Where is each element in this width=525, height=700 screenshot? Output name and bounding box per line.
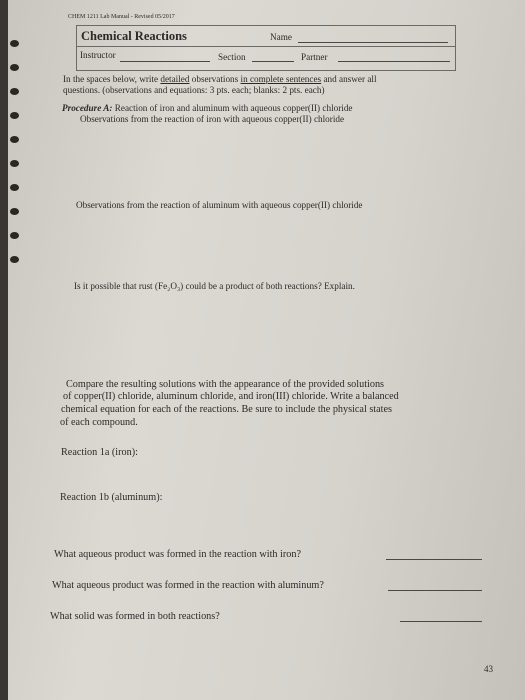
aluminum-product-question: What aqueous product was formed in the reaction with aluminum? bbox=[52, 580, 324, 591]
compare-line-1: Compare the resulting solutions with the appearance of the provided solutions bbox=[66, 379, 385, 390]
procedure-heading: Procedure A: Reaction of iron and aluminum with aqueous copper(II) chloride bbox=[62, 103, 353, 113]
solid-product-blank[interactable] bbox=[400, 621, 482, 622]
instructor-blank[interactable] bbox=[120, 61, 210, 62]
aluminum-product-blank[interactable] bbox=[388, 590, 482, 591]
section-blank[interactable] bbox=[252, 61, 294, 62]
page-number: 43 bbox=[484, 664, 493, 674]
reaction-1b-label: Reaction 1b (aluminum): bbox=[60, 492, 163, 503]
worksheet-page bbox=[8, 0, 525, 700]
partner-label: Partner bbox=[301, 52, 328, 62]
instructor-label: Instructor bbox=[80, 50, 116, 60]
manual-revision-line: CHEM 1211 Lab Manual - Revised 05/2017 bbox=[68, 14, 175, 20]
rust-question: Is it possible that rust (Fe₂O₃) could be a product of both reactions? Explain. bbox=[74, 281, 355, 291]
name-label: Name bbox=[270, 32, 292, 42]
binding-holes bbox=[8, 0, 26, 700]
solid-product-question: What solid was formed in both reactions? bbox=[50, 611, 220, 622]
compare-line-4: of each compound. bbox=[60, 417, 138, 428]
reaction-1a-label: Reaction 1a (iron): bbox=[61, 447, 138, 458]
worksheet-title: Chemical Reactions bbox=[81, 29, 187, 43]
compare-line-3: chemical equation for each of the reactions. Be sure to include the physical states bbox=[61, 404, 392, 415]
observation-iron-prompt: Observations from the reaction of iron with aqueous copper(II) chloride bbox=[80, 114, 345, 124]
iron-product-blank[interactable] bbox=[386, 559, 482, 560]
instructions-line-1: In the spaces below, write detailed observations in complete sentences and answer all bbox=[63, 74, 377, 84]
partner-blank[interactable] bbox=[338, 61, 450, 62]
observation-aluminum-prompt: Observations from the reaction of aluminum with aqueous copper(II) chloride bbox=[76, 200, 363, 210]
name-blank[interactable] bbox=[298, 42, 448, 43]
section-label: Section bbox=[218, 52, 246, 62]
instructions-line-2: questions. (observations and equations: 3 pts. each; blanks: 2 pts. each) bbox=[63, 85, 325, 95]
compare-line-2: of copper(II) chloride, aluminum chloride, and iron(III) chloride. Write a balanced bbox=[63, 391, 399, 402]
iron-product-question: What aqueous product was formed in the reaction with iron? bbox=[54, 549, 301, 560]
